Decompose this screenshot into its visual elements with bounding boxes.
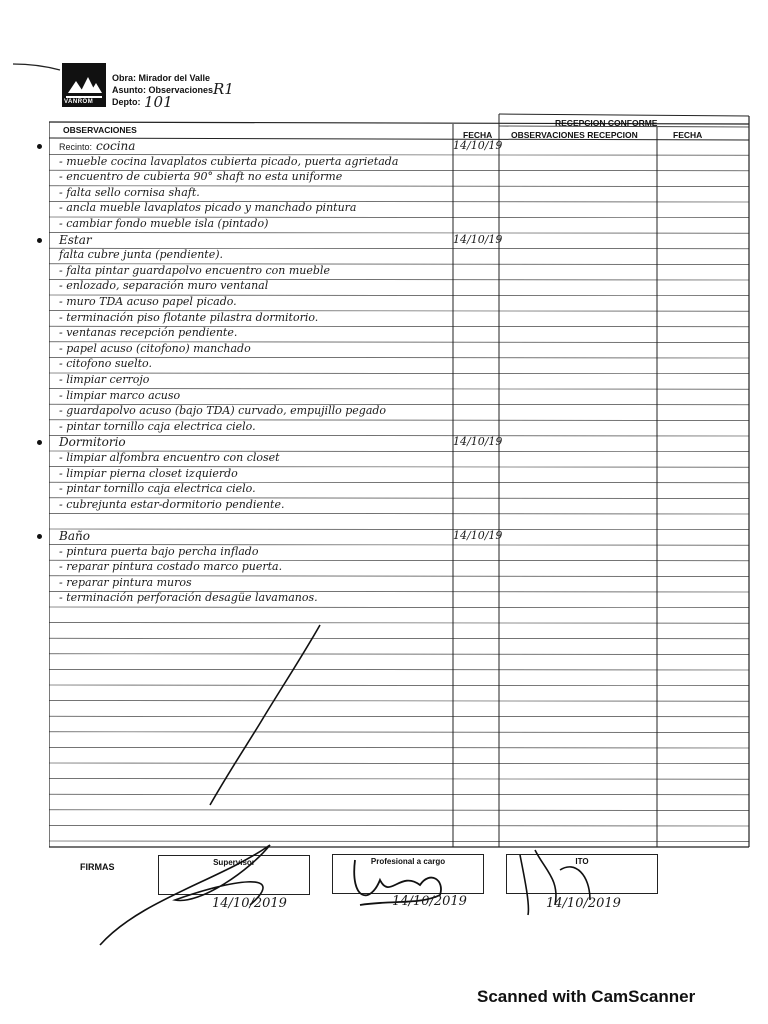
section-title-label: Recinto: xyxy=(59,142,93,152)
signature-label: ITO xyxy=(575,857,589,866)
observation-item: - terminación piso flotante pilastra dormitorio. xyxy=(59,310,319,324)
observation-item: - citofono suelto. xyxy=(59,357,152,371)
observation-item: - limpiar marco acuso xyxy=(59,388,181,402)
observation-item: - reparar pintura muros xyxy=(59,575,192,589)
signature-label: Supervisor xyxy=(213,858,255,867)
obra-label: Obra: Mirador del Valle xyxy=(112,73,211,83)
section-date: 14/10/19 xyxy=(453,139,503,152)
observation-item: - reparar pintura costado marco puerta. xyxy=(59,560,283,574)
section-date: 14/10/19 xyxy=(453,435,503,449)
asunto-label: Asunto: Observaciones xyxy=(112,85,214,95)
section-title-value: cocina xyxy=(96,139,136,153)
depto-value: 101 xyxy=(144,93,173,111)
section-date: 14/10/19 xyxy=(453,232,503,246)
firmas-label: FIRMAS xyxy=(80,862,115,872)
section-title-value: Estar xyxy=(59,232,92,247)
observation-item: - limpiar pierna closet izquierdo xyxy=(59,466,238,480)
asunto-value: R1 xyxy=(213,80,234,98)
group-recepcion: RECEPCION CONFORME xyxy=(555,118,658,128)
observation-item: - encuentro de cubierta 90° shaft no esta uniforme xyxy=(59,170,343,184)
observation-item: - limpiar alfombra encuentro con closet xyxy=(59,451,280,464)
observation-item: falta cubre junta (pendiente). xyxy=(59,248,224,262)
col-obs-recepcion: OBSERVACIONES RECEPCION xyxy=(511,130,638,140)
signature-date-profesional: 14/10/2019 xyxy=(392,894,467,909)
scanner-watermark: Scanned with CamScanner xyxy=(477,987,696,1006)
section-title-value: Dormitorio xyxy=(59,435,126,450)
section-title-value: Baño xyxy=(59,529,90,543)
observation-item: - terminación perforación desagüe lavamanos. xyxy=(59,591,318,605)
signature-date-ito: 14/10/2019 xyxy=(546,896,621,911)
observation-item: - limpiar cerrojo xyxy=(59,373,150,386)
observation-item: - cambiar fondo mueble isla (pintado) xyxy=(59,217,269,230)
observation-item: - pintura puerta bajo percha inflado xyxy=(59,544,259,558)
observation-item: - ancla mueble lavaplatos picado y manchado pintura xyxy=(59,201,357,215)
signature-label: Profesional a cargo xyxy=(370,857,446,866)
signature-date-supervisor: 14/10/2019 xyxy=(212,896,287,911)
observation-item: - mueble cocina lavaplatos cubierta picado, puerta agrietada xyxy=(59,154,399,168)
observation-item: - papel acuso (citofono) manchado xyxy=(59,341,251,355)
depto-label: Depto: xyxy=(112,97,141,107)
observation-item: - falta sello cornisa shaft. xyxy=(59,185,200,199)
col-fecha: FECHA xyxy=(463,130,493,140)
observation-item: - guardapolvo acuso (bajo TDA) curvado, empujillo pegado xyxy=(59,404,387,418)
observation-item: - muro TDA acuso papel picado. xyxy=(59,295,237,308)
observation-item: - pintar tornillo caja electrica cielo. xyxy=(59,419,256,433)
col-observaciones: OBSERVACIONES xyxy=(63,125,137,135)
observation-item: - falta pintar guardapolvo encuentro con mueble xyxy=(59,263,330,277)
observation-item: - enlozado, separación muro ventanal xyxy=(59,279,269,293)
observation-item: - pintar tornillo caja electrica cielo. xyxy=(59,482,256,496)
logo-brand: VANROM xyxy=(64,99,94,105)
col-fecha-recepcion: FECHA xyxy=(673,130,703,140)
section-date: 14/10/19 xyxy=(453,529,503,542)
observation-item: - ventanas recepción pendiente. xyxy=(59,326,238,340)
observation-item: - cubrejunta estar-dormitorio pendiente. xyxy=(59,497,285,511)
